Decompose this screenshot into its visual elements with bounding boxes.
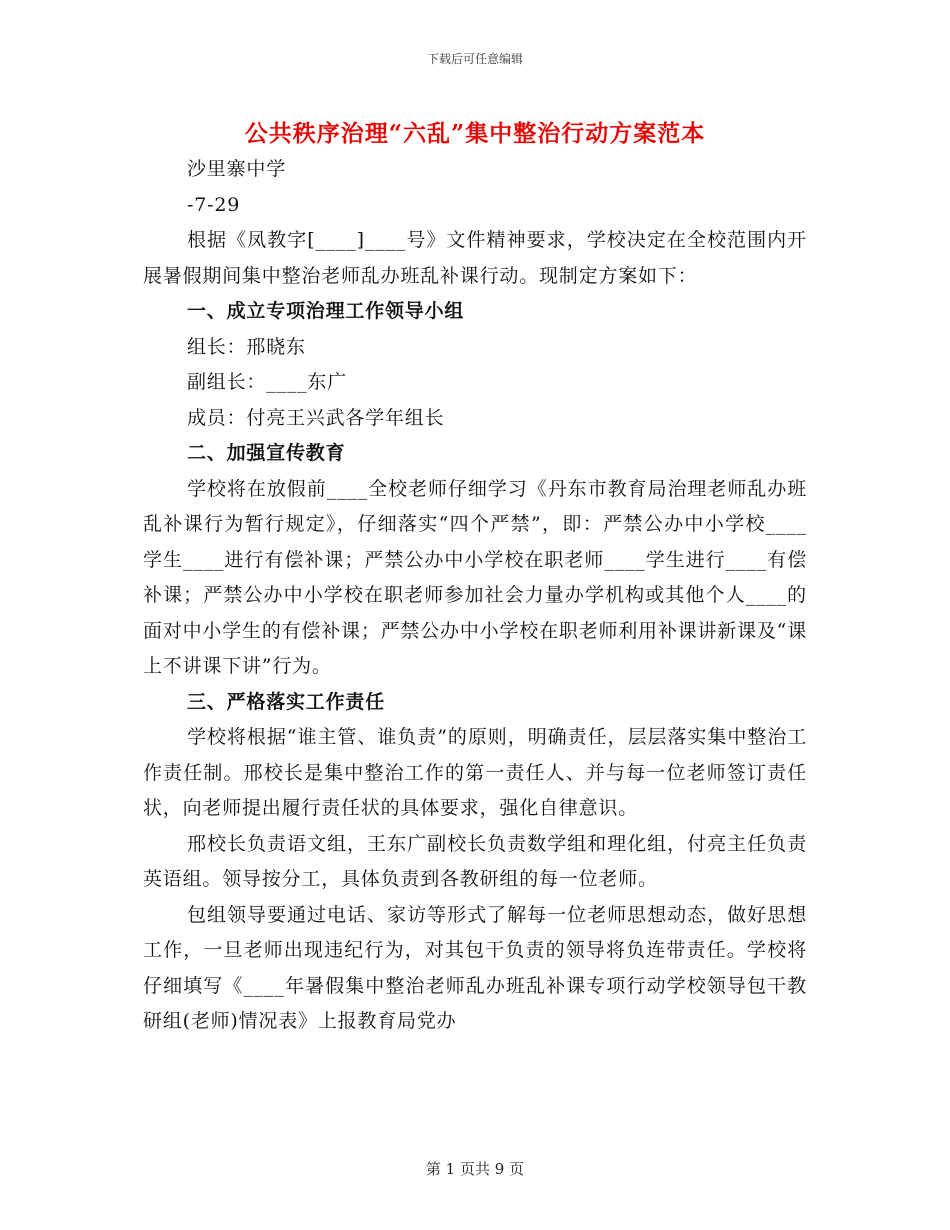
section-1-heading: 一、成立专项治理工作领导小组 <box>187 300 465 322</box>
section-2-paragraph: 学校将在放假前____全校老师仔细学习《丹东市教育局治理老师乱办班乱补课行为暂行规定》，仔细落实“四个严禁”，即：严禁公办中小学校____学生____进行有偿补课；严禁公办中小学校在职老师____学生进行____有偿补课；严禁公办中小学校在职老师参加社会力量办学机构或其他个人____的面对中小学生的有偿补课；严禁公办中小学校在职老师利用补课讲新课及“课上不讲课下讲”行为。 <box>143 477 807 677</box>
section-2-heading: 二、加强宣传教育 <box>187 442 346 464</box>
page-footer: 第 1 页共 9 页 <box>425 1160 525 1178</box>
members-line: 成员：付亮王兴武各学年组长 <box>187 406 445 429</box>
section-3-paragraph-2: 邢校长负责语文组，王东广副校长负责数学组和理化组，付亮主任负责英语组。领导按分工，具体负责到各教研组的每一位老师。 <box>143 832 807 890</box>
intro-paragraph: 根据《凤教字[____]____号》文件精神要求，学校决定在全校范围内开展暑假期间集中整治老师乱办班乱补课行动。现制定方案如下： <box>143 229 807 287</box>
section-3-paragraph-1: 学校将根据“谁主管、谁负责”的原则，明确责任，层层落实集中整治工作责任制。邢校长是集中整治工作的第一责任人、并与每一位老师签订责任状，向老师提出履行责任状的具体要求，强化自律意识。 <box>143 726 807 819</box>
deputy-leader-line: 副组长：____东广 <box>187 371 348 393</box>
document-title: 公共秩序治理“六乱”集中整治行动方案范本 <box>244 120 706 147</box>
page-header-note: 下载后可任意编辑 <box>426 52 523 66</box>
document-body <box>143 152 807 1040</box>
section-3-paragraph-3: 包组领导要通过电话、家访等形式了解每一位老师思想动态，做好思想工作，一旦老师出现违纪行为，对其包干负责的领导将负连带责任。学校将仔细填写《____年暑假集中整治老师乱办班乱补课专项行动学校领导包干教研组(老师)情况表》上报教育局党办 <box>143 903 807 1032</box>
leader-line: 组长：邢晓东 <box>187 335 306 358</box>
section-3-heading: 三、严格落实工作责任 <box>187 690 386 713</box>
document-date: -7-29 <box>187 193 241 216</box>
school-name: 沙里寨中学 <box>187 158 287 180</box>
